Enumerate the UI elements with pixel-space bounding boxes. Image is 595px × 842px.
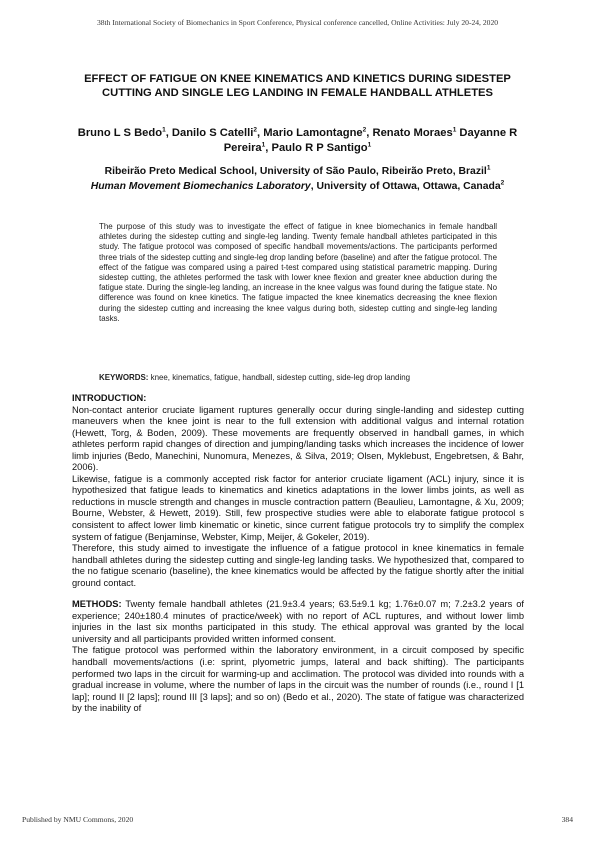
footer-publisher: Published by NMU Commons, 2020 bbox=[22, 815, 134, 824]
keywords bbox=[99, 373, 497, 382]
affiliations bbox=[70, 165, 525, 194]
author-1: Bruno L S Bedo$^1$, bbox=[77, 126, 172, 139]
affiliation-2: Human Movement Biomechanics Laboratory, University of Ottawa, Ottawa, Canada$^2$ bbox=[90, 179, 505, 192]
introduction-paragraph-3: Therefore, this study aimed to investigate the influence of a fatigue protocol in knee kinematics in female handball athletes during the sidestep cutting and single-leg landing tasks. We hypothesized that, compared to the no fatigue scenario (baseline), the knee kinematics would be affected by the fatigue shortly after the initial ground contact. bbox=[72, 543, 524, 588]
abstract: The purpose of this study was to investigate the effect of fatigue in knee biomechanics in female handball athletes during the sidestep cutting and single-leg landing. Twenty female handball athletes participated in this study. The fatigue protocol was composed of specific handball movements/actions. The participants performed three trials of the sidestep cutting and single-leg drop landing before (baseline) and after the fatigue protocol. The effect of the fatigue was compared using a paired t-test compared using statistical parametric mapping. During sidestep cutting, the athletes performed the task with lower knee flexion and greater knee abduction during the fatigue state. During the single-leg landing, an increase in the knee valgus was found during the fatigue state. No difference was found on knee kinetics. The fatigue impacted the knee kinematics decreasing the knee flexion during the sidestep cutting and increasing the knee valgus during both, sidestep cutting and single-leg landing tasks. bbox=[99, 222, 497, 323]
author-3: Mario Lamontagne$^2$, bbox=[263, 126, 373, 139]
introduction-paragraph-1: Non-contact anterior cruciate ligament ruptures generally occur during single-landing and sidestep cutting maneuvers when the knee joint is near to the full extension with additional valgus and internal rotation (Hewett, Torg, & Boden, 2009). These movements are frequently observed in handball games, in which athletes perform rapid changes of direction and jumping/landing tasks which increases the incidence of lower limb injuries (Bedo, Manechini, Nunomura, Menezes, & Silva, 2019; Olsen, Myklebust, Engebretsen, & Bahr, 2006). bbox=[72, 404, 524, 473]
methods-paragraph-2: The fatigue protocol was performed within the laboratory environment, in a circuit composed by specific handball movements/actions (i.e: sprint, plyometric jumps, lateral and back shifting). The participants performed two laps in the circuit for warming-up and acclimation. The protocol was divided into rounds with a gradual increase in volume, where the number of laps in the circuit was the number of rounds (i.e., round I [1 lap]; round II [2 laps]; round III [3 laps]; and so on) (Bedo et al., 2020). The state of fatigue was characterized by the inability of bbox=[72, 645, 524, 714]
author-6: Paulo R P Santigo$^1$ bbox=[271, 141, 372, 154]
methods-heading: METHODS: bbox=[72, 599, 122, 610]
author-2: Danilo S Catelli$^2$, bbox=[171, 126, 264, 139]
main-body bbox=[72, 393, 524, 715]
methods-paragraph-1: METHODS: Twenty female handball athletes (21.9±3.4 years; 63.5±9.1 kg; 1.76±0.07 m; 7.2±3.2 years of experience; 240±180.4 minutes of practice/week) with no report of ACL ruptures, and without lower limb injuries in the last six months participated in this study. The ethical approval was granted by the local university and all participants provided written informed consent. bbox=[72, 599, 524, 644]
page-number: 384 bbox=[561, 815, 573, 824]
introduction-paragraph-2: Likewise, fatigue is a commonly accepted risk factor for anterior cruciate ligament (ACL) injury, since it is hypothesized that fatigue leads to kinematics and kinetics adaptations in the lower limbs joints, as well as reductions in muscle strength and changes in muscle contraction pattern (Beaulieu, Lamontagne, & Xu, 2009; Bourne, Webster, & Hewett, 2019). Still, few prospective studies were able to elaborate fatigue protocol s consistent to affect lower limb kinematic or kinetic, since current fatigue protocols try to simplify the complex system of fatigue (Benjaminse, Webster, Kimp, Meijer, & Gokeler, 2019). bbox=[72, 473, 524, 542]
author-list bbox=[70, 126, 525, 156]
keywords-label: KEYWORDS: bbox=[99, 373, 149, 382]
paper-title: EFFECT OF FATIGUE ON KNEE KINEMATICS AND KINETICS DURING SIDESTEP CUTTING AND SINGLE LEG LANDING IN FEMALE HANDBALL ATHLETES bbox=[84, 73, 511, 99]
affiliation-1: Ribeirão Preto Medical School, University of São Paulo, Ribeirão Preto, Brazil$^1$ bbox=[104, 164, 491, 177]
author-5: Dayanne R Pereira$^1$, bbox=[223, 127, 518, 154]
running-header: 38th International Society of Biomechanics in Sport Conference, Physical conference cancelled, Online Activities: July 20-24, 2020 bbox=[96, 18, 499, 27]
author-4: Renato Moraes$^1$ bbox=[372, 126, 457, 139]
introduction-heading: INTRODUCTION: bbox=[72, 393, 147, 403]
keywords-text: knee, kinematics, fatigue, handball, sidestep cutting, side-leg drop landing bbox=[148, 373, 411, 382]
